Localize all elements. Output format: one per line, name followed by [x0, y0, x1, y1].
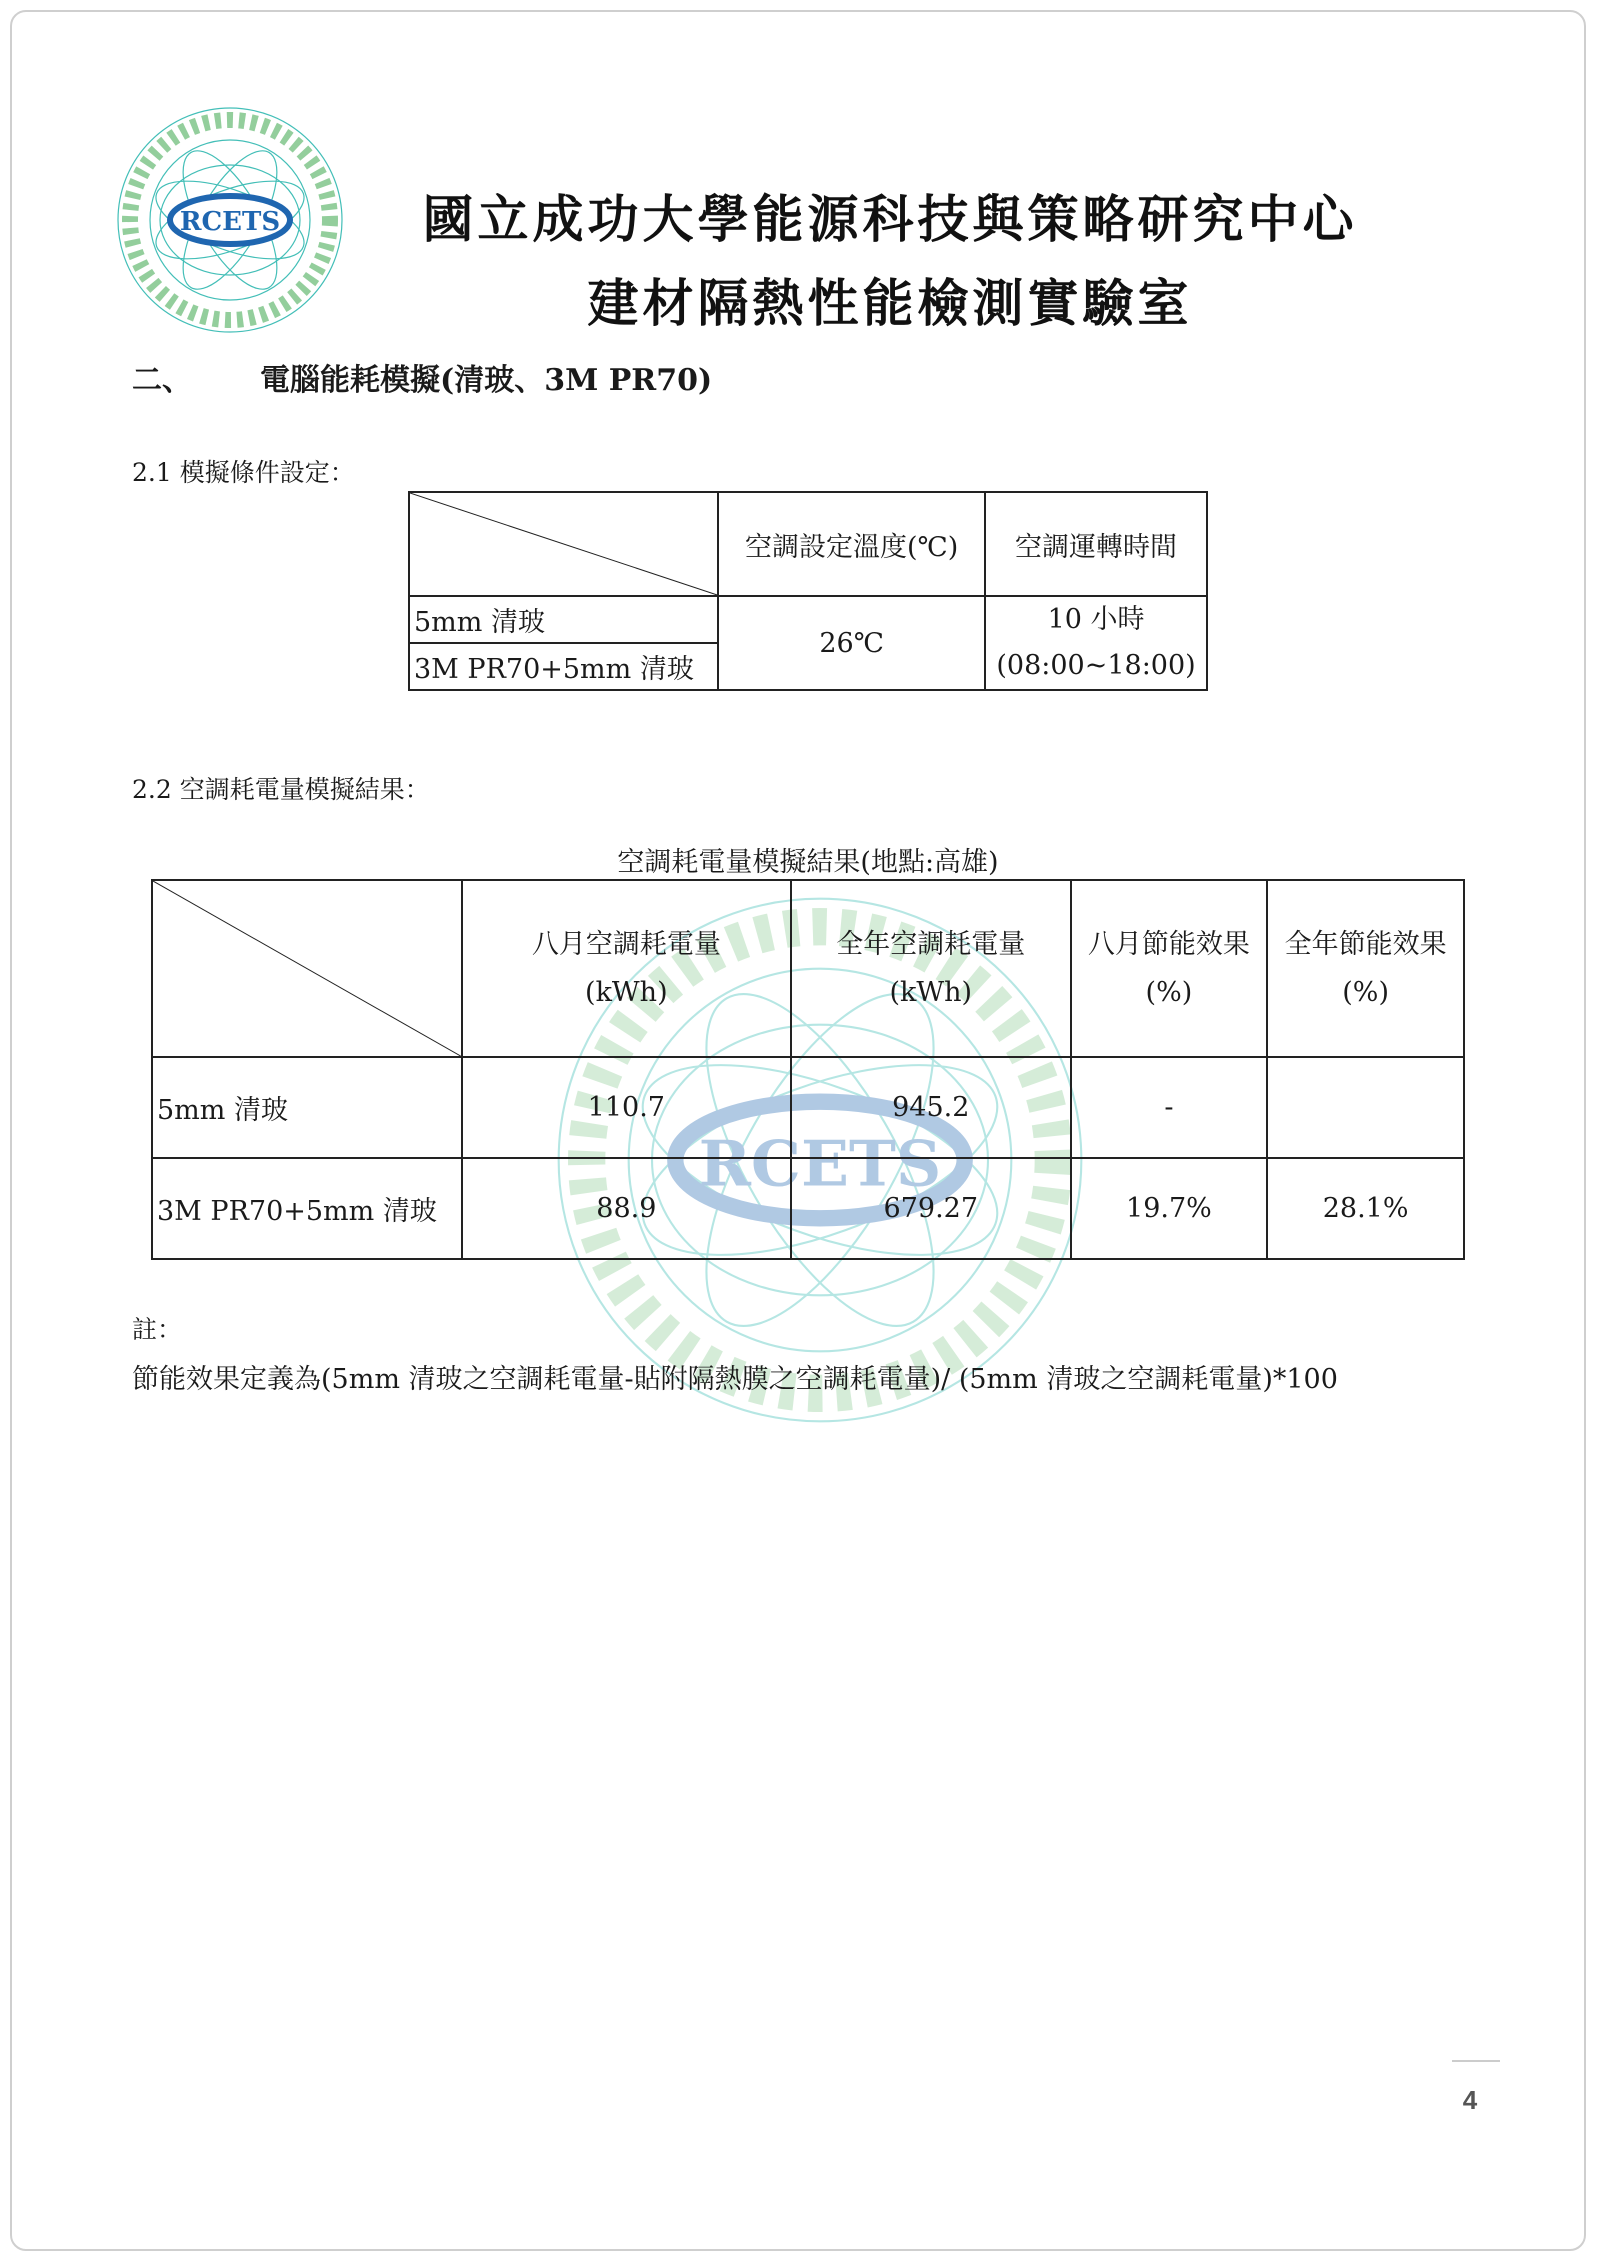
results-caption: 空調耗電量模擬結果(地點:高雄)	[617, 847, 999, 878]
section-number: 二、	[132, 363, 192, 398]
note-text: 節能效果定義為(5mm 清玻之空調耗電量-貼附隔熱膜之空調耗電量)/ (5mm 清玻之空調耗電量)*100	[132, 1364, 1338, 1395]
year-saving-value	[1267, 1057, 1464, 1158]
col-header-year-saving	[1267, 880, 1464, 1057]
header-line: 全年節能效果	[1284, 928, 1447, 960]
aug-kwh-value: 110.7	[462, 1057, 791, 1158]
aug-saving-value: -	[1071, 1057, 1268, 1158]
header-line: 八月空調耗電量	[531, 928, 721, 960]
header-unit: (%)	[1145, 976, 1193, 1008]
diagonal-header-cell	[409, 492, 718, 596]
page-number: 4	[1462, 2085, 1478, 2115]
header-unit: (kWh)	[585, 976, 668, 1008]
section-heading	[132, 355, 712, 399]
results-table	[151, 879, 1465, 1260]
year-kwh-value: 945.2	[791, 1057, 1071, 1158]
table-row	[152, 1158, 1464, 1259]
hours-value: 10 小時	[1047, 604, 1145, 635]
watermark-text: RCETS	[698, 1126, 942, 1201]
col-header-aug-saving	[1071, 880, 1268, 1057]
temperature-value: 26℃	[718, 596, 985, 690]
col-header-hours: 空調運轉時間	[985, 492, 1207, 596]
col-header-temperature: 空調設定溫度(℃)	[718, 492, 985, 596]
page-number-rule	[1452, 2060, 1500, 2062]
hours-cell	[985, 596, 1207, 690]
hours-range: (08:00~18:00)	[996, 650, 1196, 681]
header-line: 全年空調耗電量	[836, 928, 1026, 960]
aug-saving-value: 19.7%	[1071, 1158, 1268, 1259]
row-label: 3M PR70+5mm 清玻	[152, 1158, 462, 1259]
logo-text: RCETS	[179, 207, 281, 237]
section-title: 電腦能耗模擬(清玻、3M PR70)	[260, 363, 713, 398]
col-header-year-kwh	[791, 880, 1071, 1057]
header-unit: (kWh)	[889, 976, 973, 1008]
year-saving-value: 28.1%	[1267, 1158, 1464, 1259]
header-unit: (%)	[1342, 976, 1389, 1008]
row-label: 5mm 清玻	[409, 596, 718, 643]
col-header-aug-kwh	[462, 880, 791, 1057]
results-heading: 2.2 空調耗電量模擬結果：	[132, 775, 430, 804]
conditions-heading: 2.1 模擬條件設定：	[132, 458, 355, 487]
org-name: 國立成功大學能源科技與策略研究中心	[422, 190, 1358, 250]
year-kwh-value: 679.27	[791, 1158, 1071, 1259]
note-label: 註：	[132, 1315, 183, 1344]
row-label: 5mm 清玻	[152, 1057, 462, 1158]
lab-name: 建材隔熱性能檢測實驗室	[587, 274, 1193, 334]
conditions-table	[408, 491, 1208, 691]
row-label: 3M PR70+5mm 清玻	[409, 643, 718, 690]
header-line: 八月節能效果	[1087, 928, 1250, 960]
aug-kwh-value: 88.9	[462, 1158, 791, 1259]
rcets-logo	[110, 100, 350, 340]
table-row	[152, 1057, 1464, 1158]
diagonal-header-cell	[152, 880, 462, 1057]
